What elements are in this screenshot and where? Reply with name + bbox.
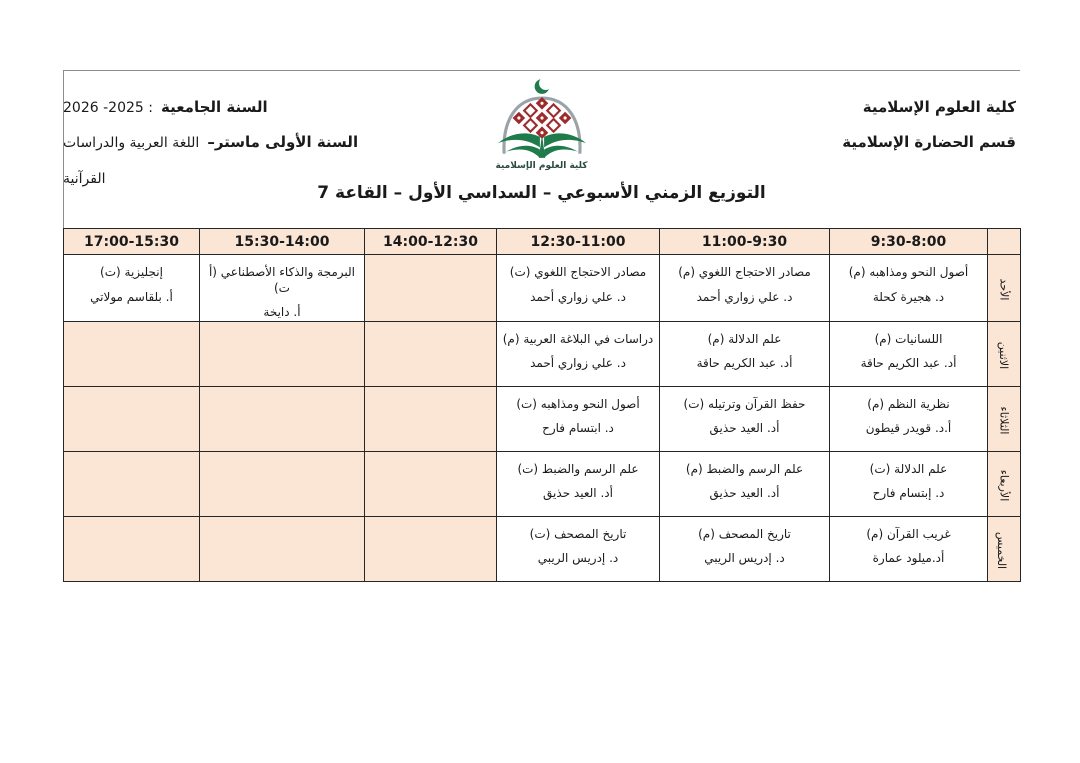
course-name: علم الدلالة (م) [707, 331, 782, 346]
faculty-block [842, 90, 1016, 161]
page-title: التوزيع الزمني الأسبوعي – السداسي الأول – القاعة 7 [317, 183, 766, 203]
teacher-name: أ.د. قويدر قيطون [865, 421, 952, 436]
course-name: علم الرسم والضبط (م) [685, 461, 804, 476]
course-cell [830, 451, 988, 516]
course-name: تاريخ المصحف (م) [698, 526, 791, 541]
course-name: أصول النحو ومذاهبه (م) [848, 265, 969, 279]
teacher-name: د. ابتسام فارح [542, 421, 614, 436]
teacher-name: أ. بلقاسم مولاتي [90, 289, 173, 304]
course-cell [830, 386, 988, 451]
year-block [63, 90, 383, 196]
empty-slot-cell [200, 386, 365, 451]
course-cell [660, 255, 830, 322]
course-cell [497, 255, 660, 322]
course-name: اللسانيات (م) [874, 331, 943, 346]
time-slot-header [64, 229, 200, 255]
university-logo-emblem [476, 76, 608, 160]
empty-slot-cell [64, 321, 200, 386]
empty-slot-cell [64, 451, 200, 516]
course-cell [830, 321, 988, 386]
academic-year-value: : 2025- 2026 [63, 100, 153, 116]
course-name: إنجليزية (ت) [100, 265, 163, 279]
course-name: حفظ القرآن وترتيله (ت) [683, 396, 806, 411]
course-cell [64, 255, 200, 322]
course-name: نظرية النظم (م) [867, 396, 950, 411]
day-column-header [988, 229, 1021, 255]
course-name: دراسات في البلاغة العربية (م) [502, 331, 654, 346]
schedule-row-tuesday [64, 386, 1021, 451]
schedule-row-monday [64, 321, 1021, 386]
course-name: مصادر الاحتجاج اللغوي (م) [678, 265, 811, 279]
course-cell [830, 255, 988, 322]
time-range: 11:00-9:30 [701, 233, 788, 250]
time-range: 17:00-15:30 [84, 233, 179, 250]
course-cell [660, 451, 830, 516]
academic-year-line [63, 90, 383, 125]
empty-slot-cell [200, 451, 365, 516]
day-name: الأحد [997, 278, 1011, 301]
time-range: 12:30-11:00 [530, 233, 626, 250]
course-cell [660, 386, 830, 451]
teacher-name: د. إبتسام فارح [872, 486, 945, 501]
schedule-row-sunday [64, 255, 1021, 322]
course-name: البرمجة والذكاء الأصطناعي (أ ت) [208, 265, 356, 295]
day-label-cell [988, 255, 1021, 322]
empty-slot-cell [365, 516, 497, 581]
schedule-row-thursday [64, 516, 1021, 581]
teacher-name: أد. العيد حذيق [709, 421, 780, 436]
teacher-name: د. إدريس الريبي [704, 551, 785, 566]
course-cell [660, 516, 830, 581]
level-label: السنة الأولى ماستر– [207, 133, 359, 152]
time-range: 15:30-14:00 [234, 233, 330, 250]
empty-slot-cell [64, 516, 200, 581]
empty-slot-cell [200, 516, 365, 581]
course-name: مصادر الاحتجاج اللغوي (ت) [509, 265, 647, 279]
time-range: 14:00-12:30 [383, 233, 478, 250]
course-cell [497, 451, 660, 516]
teacher-name: د. علي زواري أحمد [530, 289, 626, 304]
teacher-name: د. علي زواري أحمد [696, 289, 793, 304]
empty-slot-cell [365, 255, 497, 322]
time-slot-header [830, 229, 988, 255]
teacher-name: أد. العيد حذيق [709, 486, 780, 501]
teacher-name: د. هجيرة كحلة [872, 289, 945, 304]
day-name: الثلاثاء [997, 406, 1011, 435]
course-name: أصول النحو ومذاهبه (ت) [516, 396, 640, 411]
empty-slot-cell [365, 451, 497, 516]
day-label-cell [988, 386, 1021, 451]
teacher-name: أ. دايخة [263, 305, 301, 320]
document-header [63, 70, 1020, 228]
book-leaves-icon [497, 133, 585, 158]
faculty-name: كلية العلوم الإسلامية [862, 98, 1016, 116]
time-slot-header [660, 229, 830, 255]
time-slot-header [200, 229, 365, 255]
course-cell [660, 321, 830, 386]
academic-year-label: السنة الجامعية [160, 98, 268, 116]
level-value: اللغة العربية والدراسات القرآنية [63, 135, 200, 187]
day-label-cell [988, 451, 1021, 516]
teacher-name: أد. عبد الكريم حاقة [860, 356, 957, 371]
schedule-row-wednesday [64, 451, 1021, 516]
empty-slot-cell [64, 386, 200, 451]
day-name: الخميس [994, 532, 1008, 570]
teacher-name: أد.ميلود عمارة [872, 551, 945, 566]
course-cell [200, 255, 365, 322]
day-label-cell [988, 321, 1021, 386]
day-label-cell [988, 516, 1021, 581]
time-header-row [64, 229, 1021, 255]
empty-slot-cell [365, 386, 497, 451]
department-name: قسم الحضارة الإسلامية [842, 133, 1016, 152]
time-slot-header [365, 229, 497, 255]
time-range: 9:30-8:00 [870, 233, 947, 250]
university-logo [472, 76, 612, 171]
logo-calligraphy-text: كلية العلوم الإسلامية [495, 161, 588, 171]
course-cell [497, 386, 660, 451]
teacher-name: أد. عبد الكريم حاقة [696, 356, 793, 371]
course-name: تاريخ المصحف (ت) [529, 526, 627, 541]
empty-slot-cell [365, 321, 497, 386]
course-cell [830, 516, 988, 581]
teacher-name: أد. العيد حذيق [543, 486, 613, 501]
course-name: علم الرسم والضبط (ت) [517, 461, 639, 476]
teacher-name: د. علي زواري أحمد [530, 356, 626, 371]
course-name: غريب القرآن (م) [866, 526, 951, 541]
day-name: الاثنين [997, 342, 1011, 370]
course-name: علم الدلالة (ت) [869, 461, 948, 476]
schedule-table [63, 228, 1021, 582]
time-slot-header [497, 229, 660, 255]
course-cell [497, 321, 660, 386]
teacher-name: د. إدريس الريبي [537, 551, 619, 566]
crescent-icon [534, 77, 552, 94]
day-name: الأربعاء [997, 470, 1011, 502]
empty-slot-cell [200, 321, 365, 386]
course-cell [497, 516, 660, 581]
